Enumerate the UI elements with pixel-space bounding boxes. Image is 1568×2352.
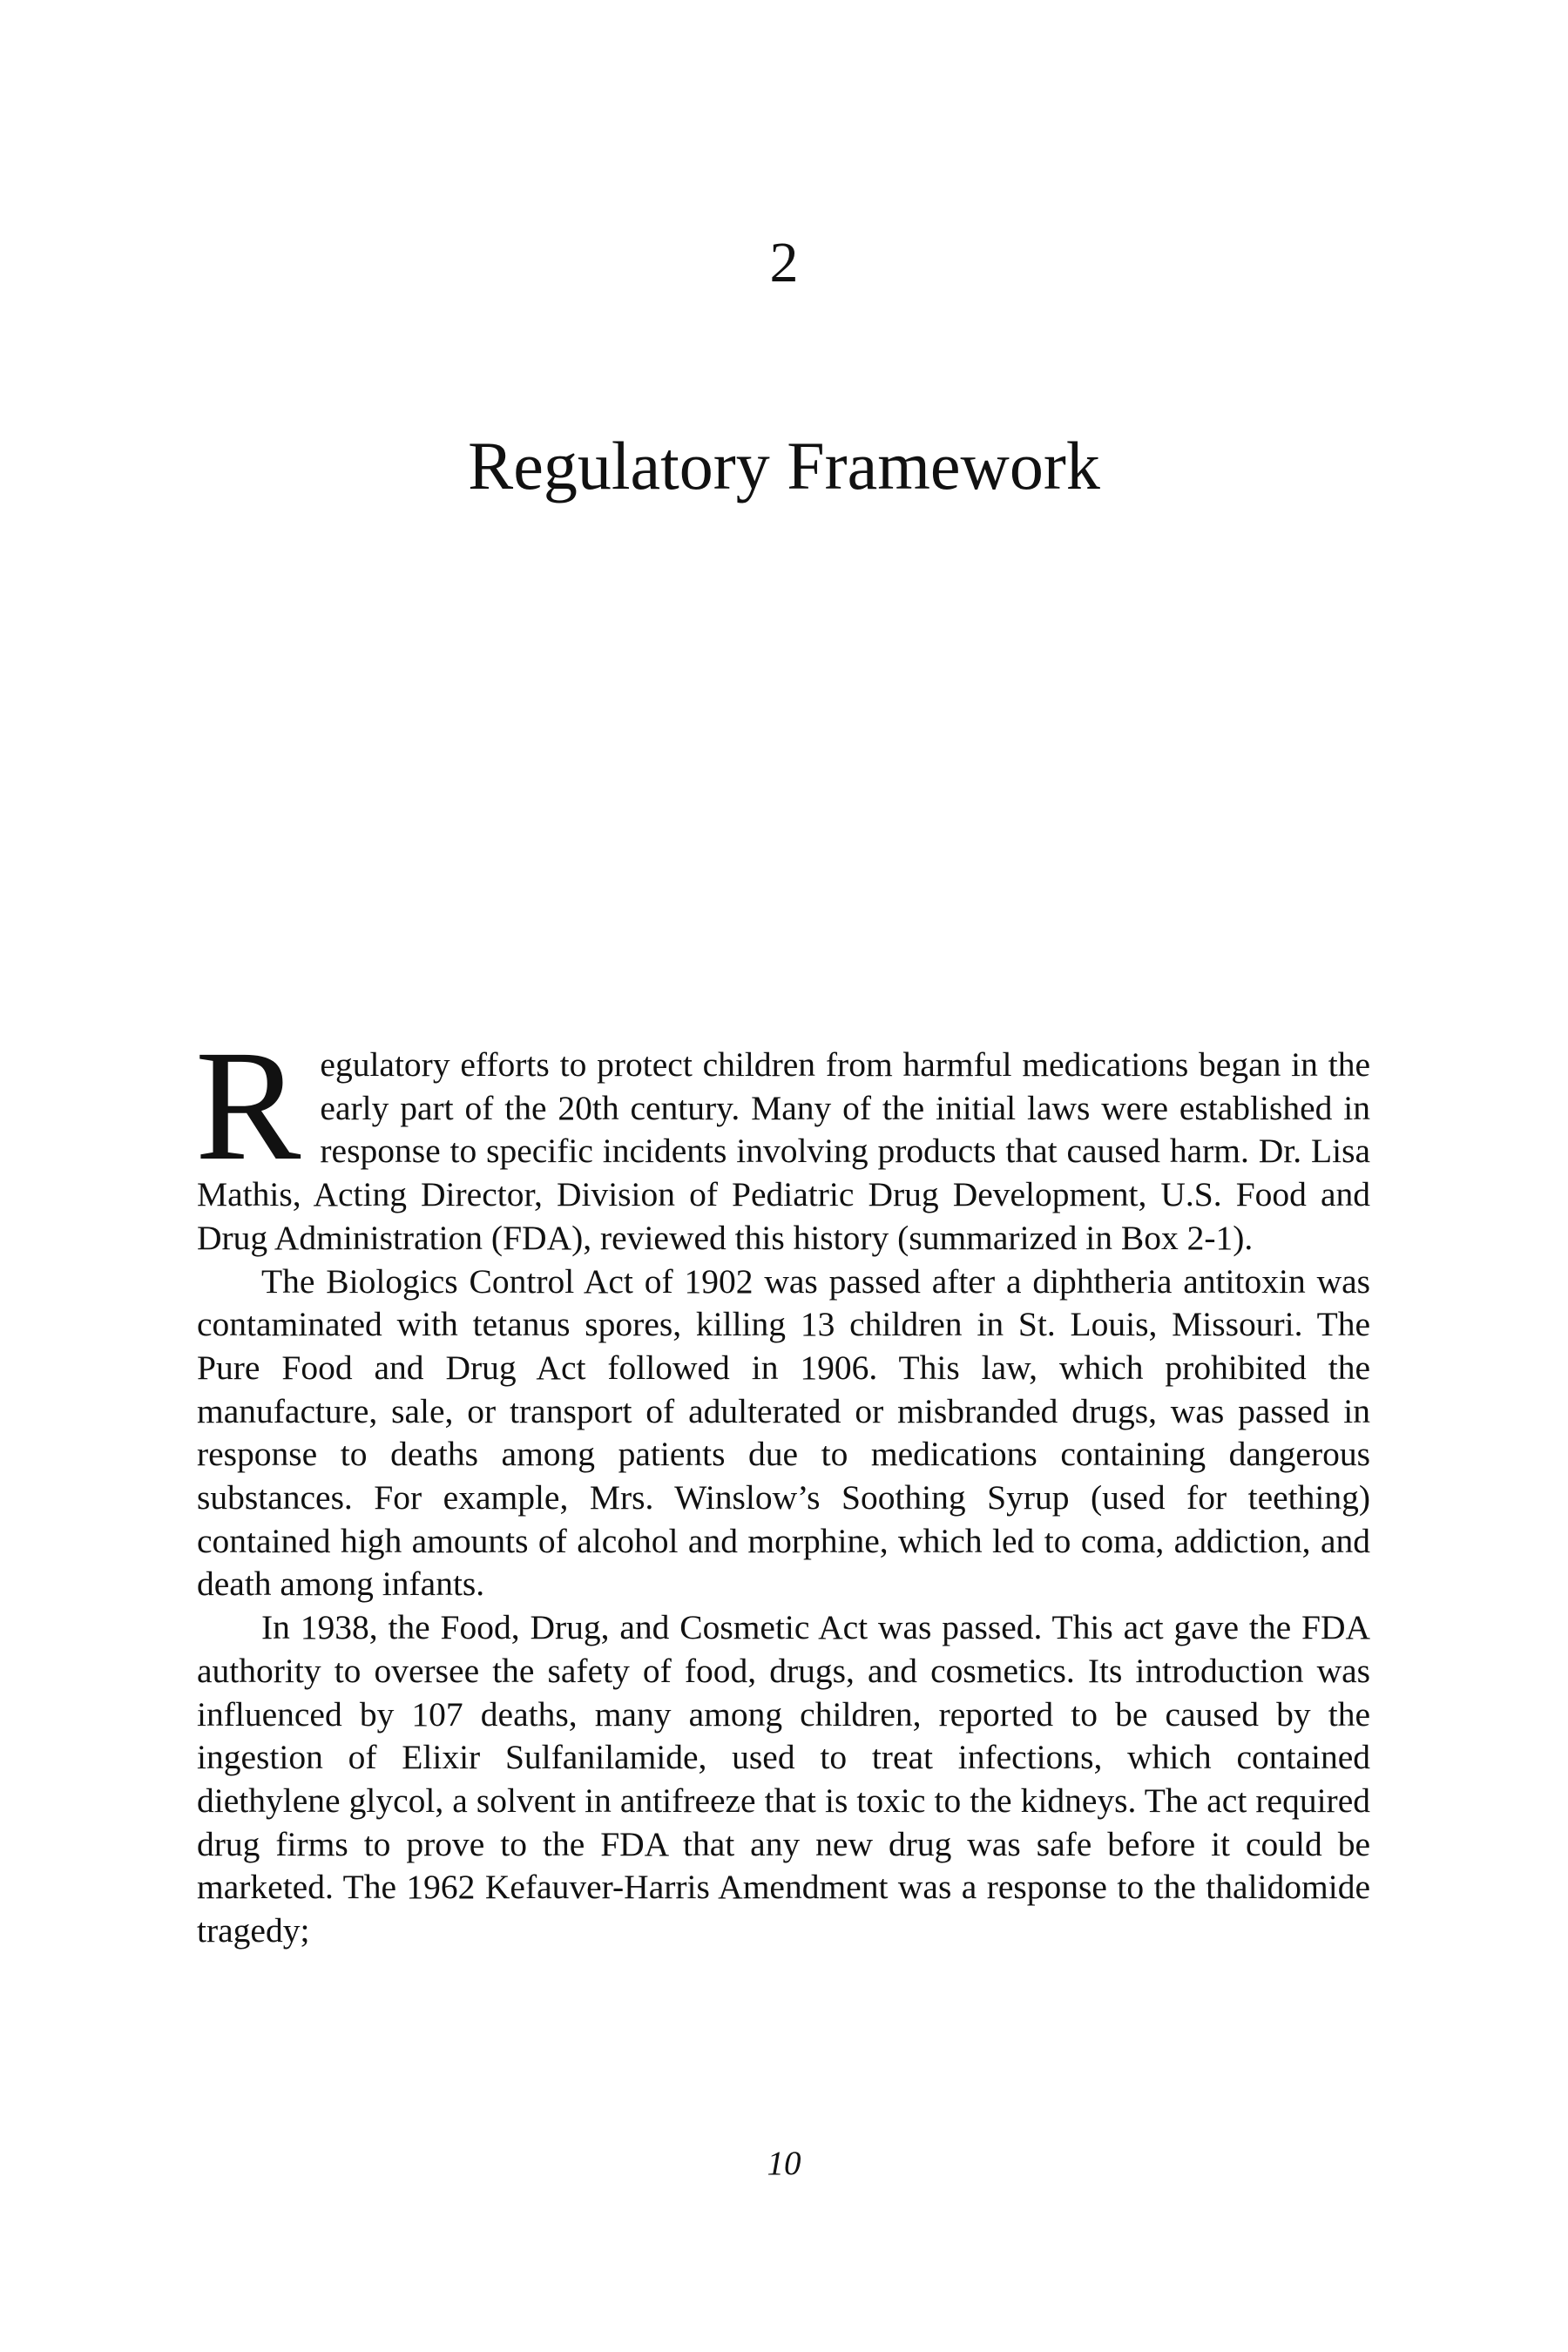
drop-cap: R: [195, 1018, 301, 1193]
chapter-number: 2: [769, 231, 799, 294]
paragraph-2: The Biologics Control Act of 1902 was passed after a diphtheria antitoxin was contaminated with tetanus spores, killing 13 children in St. Louis, Missouri. The Pure Food and Drug Act followed in 1906. This law, which prohibited the manufacture, sale, or transport of adulterated or misbranded drugs, was passed in response to deaths among patients due to medications containing dangerous substances. For example, Mrs. Winslow’s Soothing Syrup (used for teething) contained high amounts of alcohol and morphine, which led to coma, addiction, and death among infants.: [197, 1261, 1370, 1604]
paragraph-3: In 1938, the Food, Drug, and Cosmetic Act was passed. This act gave the FDA authority to oversee the safety of food, drugs, and cosmetics. Its introduction was influenced by 107 deaths, many among children, reported to be caused by the ingestion of Elixir Sulfanilamide, used to treat infections, which contained diethylene glycol, a solvent in antifreeze that is toxic to the kidneys. The act required drug firms to prove to the FDA that any new drug was safe before it could be marketed. The 1962 Kefauver-Harris Amendment was a response to the thalidomide tragedy;: [197, 1608, 1370, 1950]
chapter-title: Regulatory Framework: [468, 428, 1100, 504]
page-number: 10: [767, 2145, 801, 2182]
body-text: [195, 1018, 1370, 1953]
paragraph-1-text: egulatory efforts to protect children from harmful medications began in the early part of the 20th century. Many of the initial laws were established in response to specific incidents involving products that caused harm. Dr. Lisa Mathis, Acting Director, Division of Pediatric Drug Development, U.S. Food and Drug Administration (FDA), reviewed this history (summarized in Box 2-1).: [197, 1045, 1370, 1257]
paragraph-1: [195, 1018, 1370, 1260]
